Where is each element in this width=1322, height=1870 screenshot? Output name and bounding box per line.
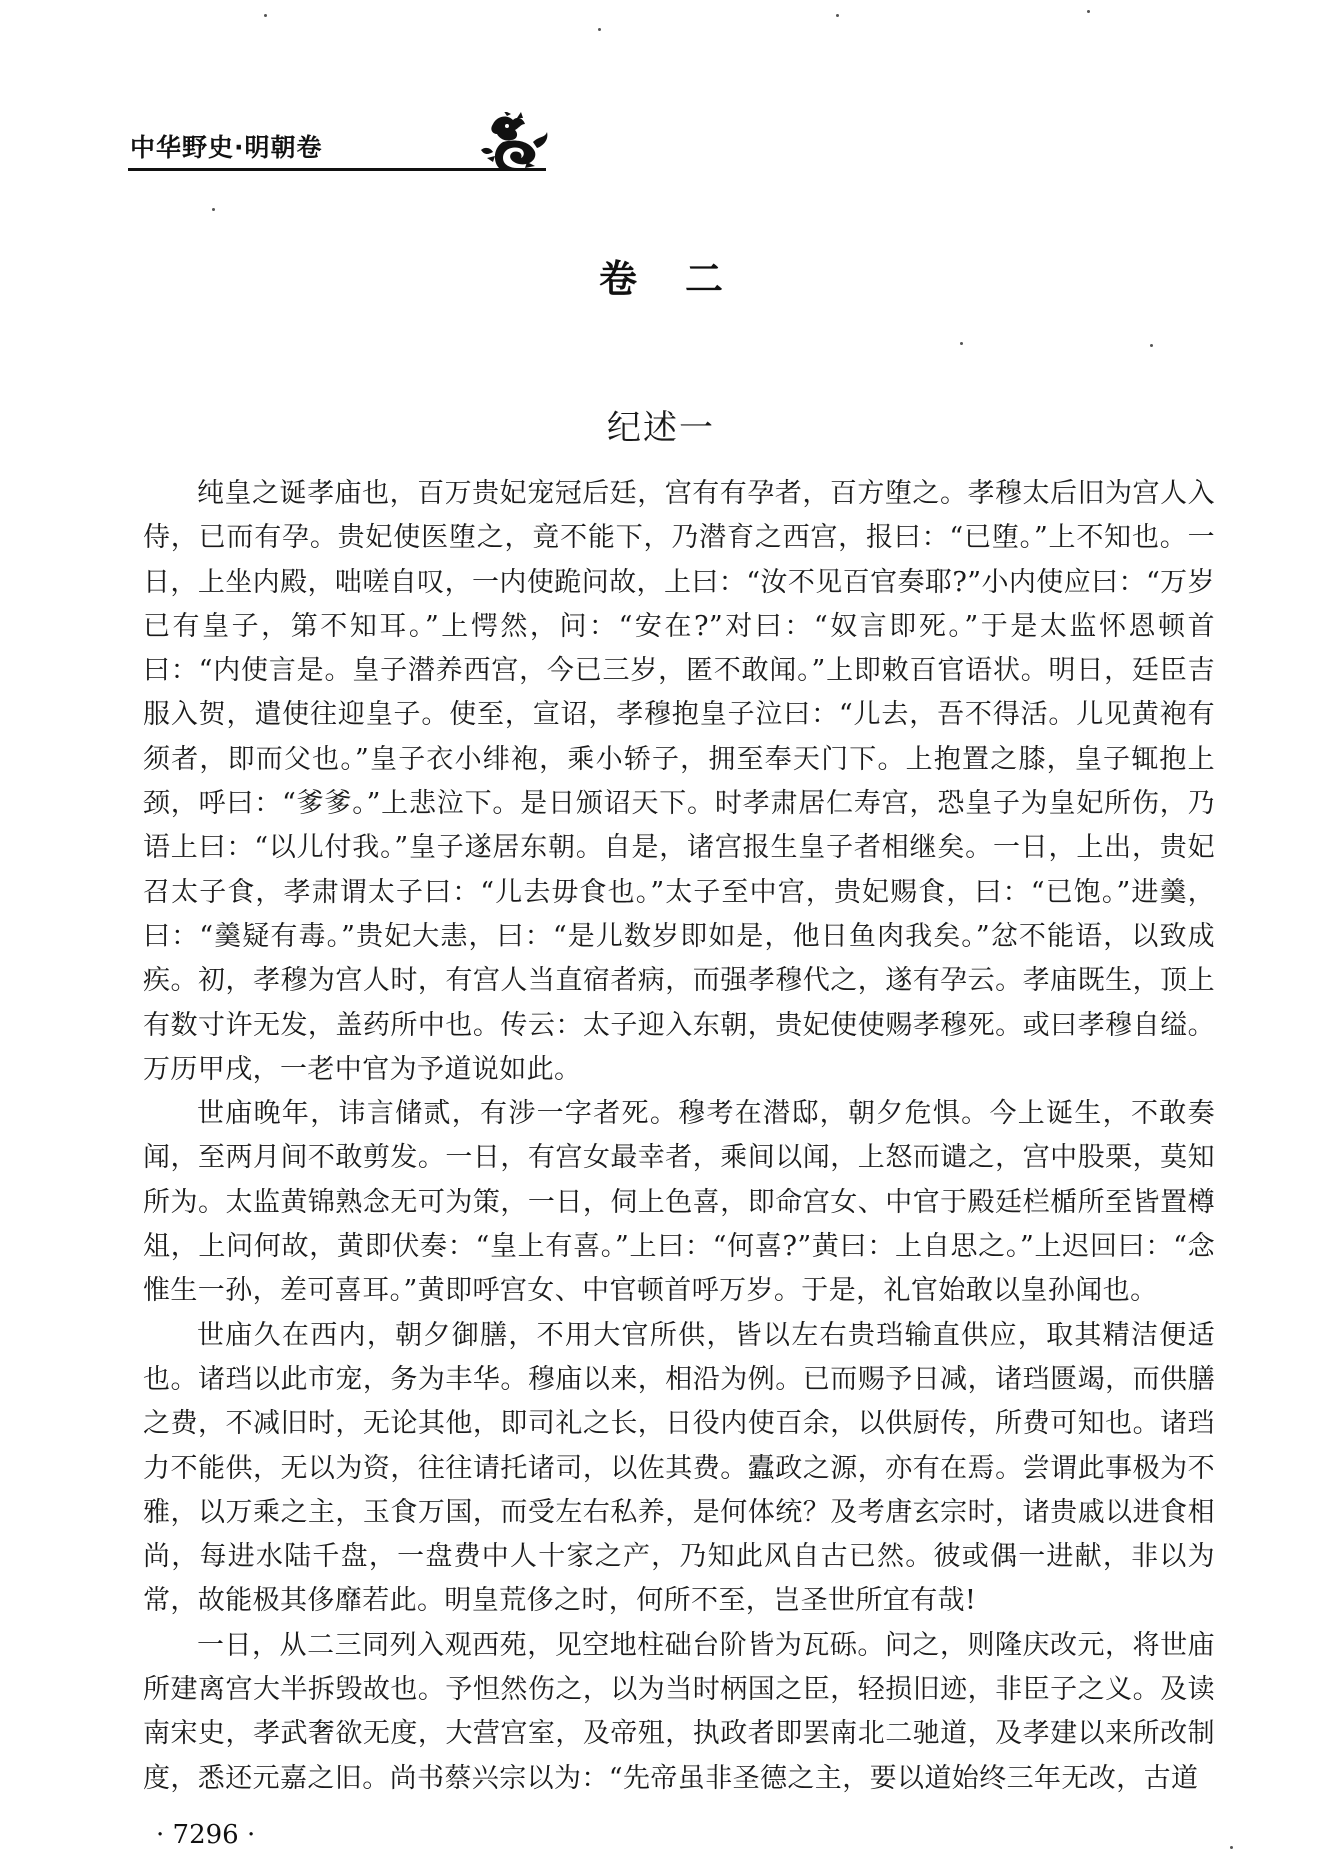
- scan-speck: [1230, 1846, 1233, 1849]
- paragraph: 世庙久在西内，朝夕御膳，不用大官所供，皆以左右贵珰输直供应，取其精洁便适也。诸珰以此市宠，务为丰华。穆庙以来，相沿为例。已而赐予日减，诸珰匮竭，而供膳之费，不减旧时，无论其他，即司礼之长，日役内使百余，以供厨传，所费可知也。诸珰力不能供，无以为资，往往请托诸司，以佐其费。蠹政之源，亦有在焉。尝谓此事极为不雅，以万乘之主，玉食万国，而受左右私养，是何体统？及考唐玄宗时，诸贵戚以进食相尚，每进水陆千盘，一盘费中人十家之产，乃知此风自古已然。彼或偶一进献，非以为常，故能极其侈靡若此。明皇荒侈之时，何所不至，岂圣世所宜有哉!: [143, 1319, 1215, 1617]
- body-text: [143, 472, 1215, 1801]
- book-series-title: 中华野史·明朝卷: [130, 133, 323, 162]
- volume-title: [0, 248, 1322, 303]
- running-head: [128, 118, 548, 180]
- scan-speck: [1150, 344, 1153, 347]
- scan-speck: [836, 14, 839, 17]
- scan-speck: [212, 208, 215, 211]
- scan-speck: [264, 14, 267, 17]
- scan-speck: [960, 342, 963, 345]
- header-rule: [128, 168, 546, 171]
- paragraph: 纯皇之诞孝庙也，百万贵妃宠冠后廷，宫有有孕者，百方堕之。孝穆太后旧为宫人入侍，已而有孕。贵妃使医堕之，竟不能下，乃潜育之西宫，报曰：“已堕。”上不知也。一日，上坐内殿，咄嗟自叹，一内使跪问故，上曰：“汝不见百官奏耶?”小内使应曰：“万岁已有皇子，第不知耳。”上愕然，问：“安在?”对曰：“奴言即死。”于是太监怀恩顿首曰：“内使言是。皇子潜养西宫，今已三岁，匿不敢闻。”上即敕百官语状。明日，廷臣吉服入贺，遣使往迎皇子。使至，宣诏，孝穆抱皇子泣曰：“儿去，吾不得活。儿见黄袍有须者，即而父也。”皇子衣小绯袍，乘小轿子，拥至奉天门下。上抱置之膝，皇子辄抱上颈，呼曰：“爹爹。”上悲泣下。是日颁诏天下。时孝肃居仁寿宫，恐皇子为皇妃所伤，乃语上曰：“以儿付我。”皇子遂居东朝。自是，诸宫报生皇子者相继矣。一日，上出，贵妃召太子食，孝肃谓太子曰：“儿去毋食也。”太子至中宫，贵妃赐食，曰：“已饱。”进羹，曰：“羹疑有毒。”贵妃大恚，曰：“是儿数岁即如是，他日鱼肉我矣。”忿不能语，以致成疾。初，孝穆为宫人时，有宫人当直宿者病，而强孝穆代之，遂有孕云。孝庙既生，顶上有数寸许无发，盖药所中也。传云：太子迎入东朝，贵妃使使赐孝穆死。或曰孝穆自缢。万历甲戌，一老中官为予道说如此。: [143, 478, 1215, 1085]
- volume-title-part1: 卷: [598, 257, 637, 301]
- page-number: · 7296 ·: [156, 1820, 256, 1850]
- volume-title-part2: 二: [685, 257, 724, 301]
- section-title: 纪述一: [607, 408, 715, 448]
- paragraph: 世庙晚年，讳言储贰，有涉一字者死。穆考在潜邸，朝夕危惧。今上诞生，不敢奏闻，至两月间不敢剪发。一日，有宫女最幸者，乘间以闻，上怒而谴之，宫中股栗，莫知所为。太监黄锦熟念无可为策，一日，伺上色喜，即命宫女、中官于殿廷栏楯所至皆置樽俎，上问何故，黄即伏奏：“皇上有喜。”上曰：“何喜?”黄曰：上自思之。”上迟回曰：“念惟生一孙，差可喜耳。”黄即呼宫女、中官顿首呼万岁。于是，礼官始敢以皇孙闻也。: [143, 1098, 1215, 1307]
- scan-speck: [598, 28, 601, 31]
- paragraph: 一日，从二三同列入观西苑，见空地柱础台阶皆为瓦砾。问之，则隆庆改元，将世庙所建离宫大半拆毁故也。予怛然伤之，以为当时柄国之臣，轻损旧迹，非臣子之义。及读南宋史，孝武奢欲无度，大营宫室，及帝殂，执政者即罢南北二驰道，及孝建以来所改制度，悉还元嘉之旧。尚书蔡兴宗以为：“先帝虽非圣德之主，要以道始终三年无改，古道: [143, 1629, 1215, 1794]
- dragon-emblem-icon: [473, 112, 553, 170]
- scan-speck: [1087, 10, 1090, 13]
